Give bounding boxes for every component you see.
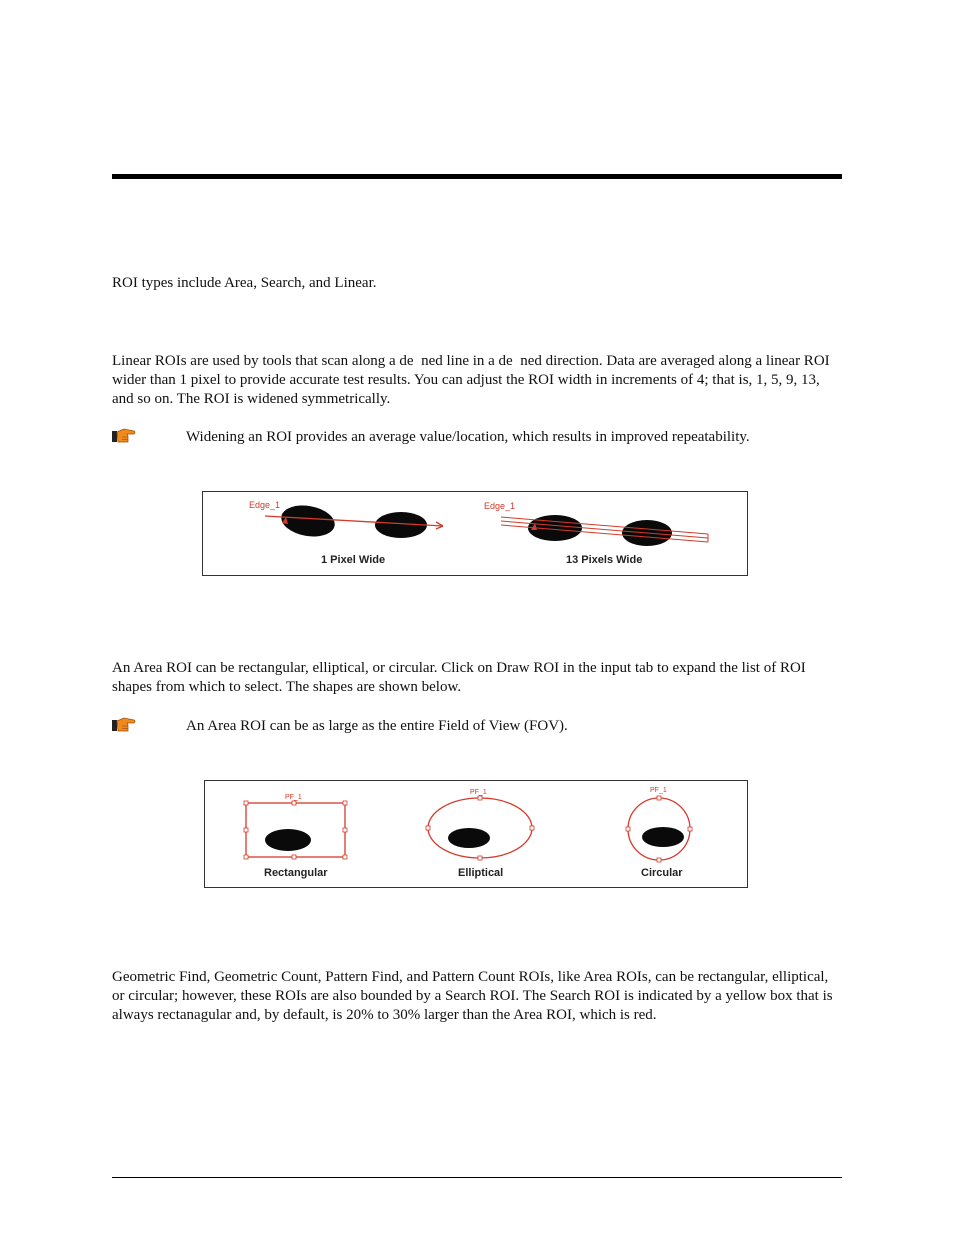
circle-roi-tag: PF_1 [650,787,667,794]
linear-roi-paragraph: Linear ROIs are used by tools that scan along a de ned line in a de ned direction. Data are averaged along a linear ROI wider than 1 pixel to provide accurate test results. You can adjust the ROI width in increments of 4; that is, 1, 5, 9, 13, and so on. The ROI is widened symmetrically. [112,353,830,407]
area-note [112,717,842,737]
rect-roi-tag: PF_1 [285,794,302,801]
pointing-hand-icon [112,426,136,444]
right-caption: 13 Pixels Wide [566,554,643,566]
ellipse-blob [448,828,490,848]
rect-blob [265,829,311,851]
area-note-text: An Area ROI can be as large as the entire Field of View (FOV). [186,718,568,734]
intro-paragraph: ROI types include Area, Search, and Linear. [112,275,377,291]
left-roi-tag: Edge_1 [249,500,281,510]
left-caption: 1 Pixel Wide [321,554,386,566]
area-roi-figure [204,780,748,888]
circle-blob [642,827,684,847]
linear-roi-figure [202,491,748,576]
rectangular-caption: Rectangular [264,867,328,879]
linear-note [112,428,842,448]
left-blob-1 [279,502,337,541]
header-rule [112,174,842,179]
pointing-hand-icon [112,715,136,733]
elliptical-roi [428,798,532,858]
area-roi-paragraph: An Area ROI can be rectangular, elliptical, or circular. Click on Draw ROI in the input tab to expand the list of ROI shapes from which to select. The shapes are shown below. [112,660,806,695]
circular-caption: Circular [641,867,683,879]
search-roi-paragraph: Geometric Find, Geometric Count, Pattern Find, and Pattern Count ROIs, like Area ROIs, can be rectangular, elliptical, or circular; however, these ROIs are also bounded by a Search ROI. The Search ROI is indicated by a yellow box that is always rectanagular and, by default, is 20% to 30% larger than the Area ROI, which is red. [112,969,833,1023]
footer-rule [112,1177,842,1178]
elliptical-caption: Elliptical [458,867,504,879]
ellipse-roi-tag: PF_1 [470,789,487,796]
right-roi-tag: Edge_1 [484,501,516,511]
linear-note-text: Widening an ROI provides an average value/location, which results in improved repeatability. [186,429,750,445]
